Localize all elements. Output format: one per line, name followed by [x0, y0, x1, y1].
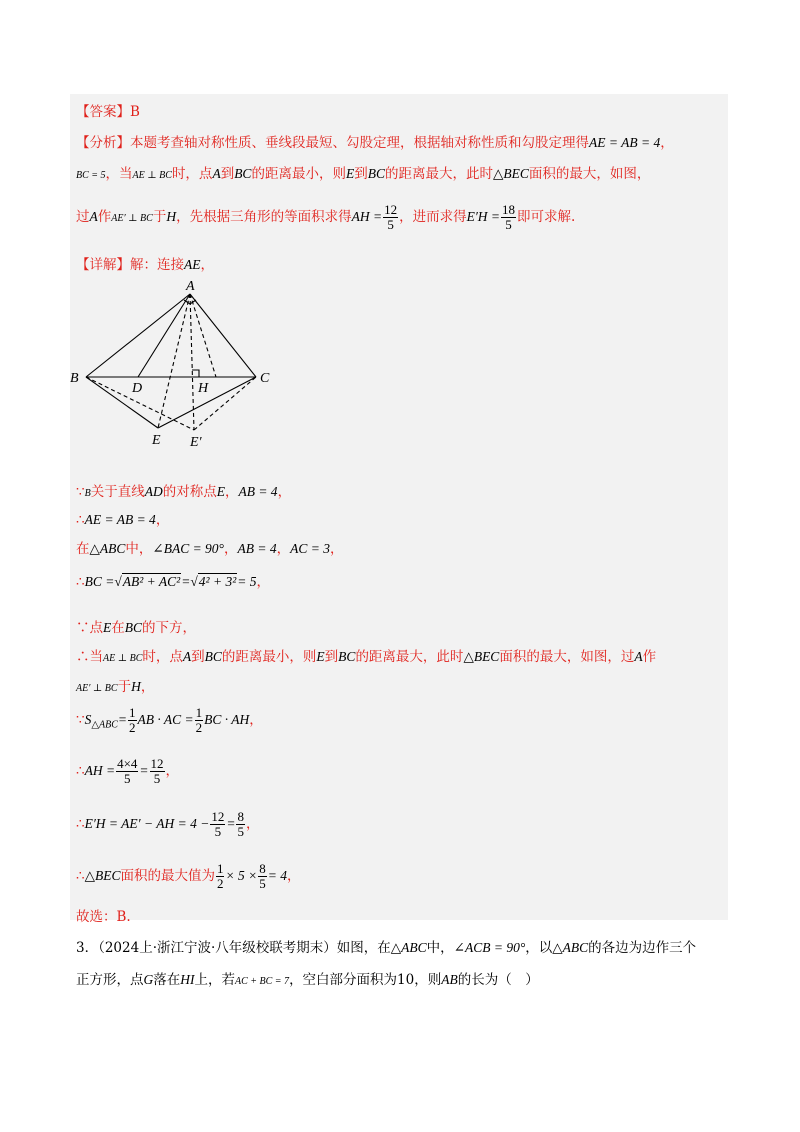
analysis-line-3: [76, 203, 575, 232]
text: ，: [155, 512, 170, 528]
text: 过: [76, 209, 90, 225]
math-expr: BC: [124, 620, 143, 635]
text: ∵: [76, 484, 85, 500]
text: 的下方，: [142, 620, 197, 636]
math-expr: × 5 ×: [225, 868, 258, 883]
text: ，: [200, 257, 214, 273]
denominator: 5: [505, 217, 512, 232]
math-expr: AB = 4: [237, 541, 277, 556]
analysis-line-1: 【分析】本题考查轴对称性质、垂线段最短、勾股定理，根据轴对称性质和勾股定理得AE = AB = 4，: [76, 135, 674, 151]
math-expr: BC =: [84, 574, 115, 589]
step-8: [76, 706, 263, 735]
text: 落在: [153, 972, 181, 988]
question-3-line-1: [76, 936, 696, 956]
text: ∴: [76, 868, 85, 884]
text: ∴: [76, 574, 85, 590]
numerator: 12: [211, 809, 225, 824]
text: 的距离最小，则: [221, 649, 317, 665]
step-4: ∴BC =√AB² + AC²=√4² + 3²= 5，: [76, 574, 270, 590]
math-expr: △ABC: [89, 541, 126, 556]
math-expr: A: [89, 209, 98, 224]
text: 3．（2024上·浙江宁波·八年级校联考期末）如图，在: [76, 940, 391, 956]
math-expr: =: [226, 816, 236, 831]
fraction: [216, 862, 225, 891]
step-10: [76, 810, 259, 839]
math-expr: H: [166, 209, 177, 224]
text: ∴当: [76, 649, 103, 665]
text: 即可求解.: [517, 209, 576, 225]
math-expr: E′H = AE′ − AH = 4 −: [84, 816, 210, 831]
text: 面积的最大值为: [120, 868, 215, 884]
text: ，先根据三角形的等面积求得: [176, 209, 352, 225]
step-5: [76, 616, 196, 636]
fraction: [501, 203, 516, 232]
math-expr: A: [212, 166, 221, 181]
math-expr: B: [84, 488, 91, 499]
text: 到: [191, 649, 205, 665]
math-expr: = 4: [267, 868, 287, 883]
text: 于: [117, 679, 132, 695]
text: 中，: [125, 541, 153, 557]
fraction: [116, 757, 138, 786]
math-expr: AB = 4: [238, 484, 278, 499]
label-a: A: [186, 279, 195, 294]
numerator: 1: [216, 861, 224, 876]
label-b: B: [70, 371, 79, 386]
math-expr: AE = AB = 4: [589, 135, 661, 150]
math-expr: AB² + AC²: [122, 574, 181, 589]
math-expr: AC + BC = 7: [235, 976, 290, 987]
math-expr: AE ⊥ BC: [103, 653, 143, 664]
text: 中，: [426, 940, 454, 956]
math-expr: E: [316, 649, 325, 664]
math-expr: ∠ACB = 90°: [453, 940, 526, 955]
math-expr: S: [84, 712, 92, 727]
detail-tag: 【详解】: [76, 257, 130, 273]
text: 于: [152, 209, 167, 225]
math-expr: △ABC: [552, 940, 589, 955]
numerator: 1: [195, 705, 203, 720]
text: 时，点: [142, 649, 183, 665]
text: 关于直线: [90, 484, 145, 500]
step-3: [76, 537, 343, 557]
answer-value: B: [130, 104, 140, 120]
segment-ae-prime: [190, 294, 194, 430]
text: 面积的最大，如图，: [528, 166, 651, 182]
step-7: [76, 675, 154, 695]
numerator: 12: [150, 756, 164, 771]
numerator: 4×4: [117, 756, 138, 771]
math-expr: H: [131, 679, 141, 694]
fraction: [195, 706, 204, 735]
denominator: 5: [387, 217, 394, 232]
text: ∴: [76, 763, 85, 779]
answer-line: [76, 100, 140, 120]
fraction: [128, 706, 137, 735]
math-expr: AB: [441, 972, 458, 987]
text: 的距离最大，此时: [384, 166, 493, 182]
segment-ae: [158, 294, 190, 428]
text: 的各边为边作三个: [588, 940, 697, 956]
math-expr: AE′ ⊥ BC: [111, 213, 153, 224]
text: 到: [220, 166, 235, 182]
math-expr: =: [181, 574, 191, 589]
label-h: H: [198, 381, 209, 396]
text: ，以: [525, 940, 553, 956]
math-expr: AE: [184, 257, 201, 272]
text: ∵点: [76, 620, 103, 636]
math-expr: BC · AH: [204, 712, 250, 727]
text: ∵: [76, 712, 85, 728]
math-expr: A: [634, 649, 643, 664]
math-expr: BC: [338, 649, 356, 664]
detail-line: [76, 253, 214, 273]
text: 作: [642, 649, 657, 665]
denominator: 5: [214, 824, 222, 839]
text: ，: [223, 541, 238, 557]
numerator: 8: [259, 861, 266, 876]
text: ，: [256, 574, 270, 590]
text: 到: [354, 166, 368, 182]
math-expr: AH =: [84, 763, 116, 778]
math-expr: AE′ ⊥ BC: [76, 683, 118, 694]
answer-tag: 【答案】: [76, 104, 130, 120]
math-sub: △ABC: [91, 719, 118, 731]
text: 上，若: [194, 972, 235, 988]
segment-a-helper: [190, 294, 216, 377]
text: 的对称点: [162, 484, 217, 500]
text: 的距离最小，则: [251, 166, 346, 182]
text: 的长为（ ）: [457, 972, 539, 988]
analysis-tag: 【分析】: [76, 135, 130, 151]
text: 在: [111, 620, 125, 636]
text: ，: [140, 679, 155, 695]
text: 的距离最大，此时: [355, 649, 464, 665]
math-expr: E: [103, 620, 112, 635]
text: ，: [224, 484, 239, 500]
label-e: E: [152, 433, 161, 448]
numerator: 1: [129, 705, 136, 720]
fraction: [258, 862, 267, 891]
text: 面积的最大，如图，过: [499, 649, 635, 665]
math-expr: = 5: [237, 574, 257, 589]
step-1: [76, 480, 291, 500]
math-expr: △BEC: [84, 868, 121, 883]
math-expr: AC = 3: [290, 541, 330, 556]
text: ，当: [105, 166, 133, 182]
math-expr: G: [143, 972, 154, 987]
step-6: [76, 645, 656, 665]
right-angle-mark-h: [192, 370, 199, 377]
text: ，: [276, 541, 291, 557]
step-9: [76, 757, 179, 786]
numerator: 12: [384, 202, 398, 217]
step-11: [76, 862, 300, 891]
math-expr: △BEC: [463, 649, 500, 664]
math-expr: △ABC: [390, 940, 427, 955]
step-12: 故选：B.: [76, 909, 131, 925]
segment-ad: [138, 294, 190, 377]
denominator: 5: [237, 824, 244, 839]
geometry-figure: [66, 278, 286, 450]
text: ，: [245, 816, 260, 832]
math-expr: E′H =: [466, 209, 501, 224]
label-c: C: [260, 371, 270, 386]
math-expr: △BEC: [492, 166, 529, 181]
text: 正方形，点: [76, 972, 144, 988]
text: ，: [277, 484, 292, 500]
math-expr: A: [182, 649, 192, 664]
math-expr: E: [345, 166, 355, 181]
math-expr: E: [216, 484, 225, 499]
segment-be: [86, 377, 158, 428]
math-expr: BC = 5: [76, 170, 106, 181]
math-expr: AE ⊥ BC: [132, 170, 172, 181]
math-expr: ∠BAC = 90°: [152, 541, 224, 556]
step-2: [76, 508, 169, 528]
math-expr: BC: [367, 166, 385, 181]
math-expr: HI: [180, 972, 195, 987]
label-d: D: [132, 381, 143, 396]
denominator: 2: [216, 876, 224, 891]
question-3-line-2: [76, 968, 539, 988]
text: ，进而求得: [399, 209, 467, 225]
fraction: [236, 810, 245, 839]
text: 作: [97, 209, 112, 225]
text: ∴: [76, 512, 85, 528]
denominator: 2: [195, 720, 203, 735]
text: ，: [329, 541, 344, 557]
math-expr: =: [117, 712, 128, 727]
math-expr: =: [139, 763, 149, 778]
text: ，: [249, 712, 263, 728]
math-expr: BC: [204, 649, 222, 664]
text: 解：连接: [130, 257, 184, 273]
math-expr: 4² + 3²: [198, 574, 237, 589]
denominator: 2: [129, 720, 136, 735]
text: ，: [286, 868, 301, 884]
label-e-prime: E′: [190, 435, 202, 450]
analysis-text: 本题考查轴对称性质、垂线段最短、勾股定理，根据轴对称性质和勾股定理得: [130, 135, 589, 151]
numerator: 8: [237, 809, 244, 824]
math-expr: AH =: [351, 209, 383, 224]
denominator: 5: [153, 771, 161, 786]
fraction: [383, 203, 398, 232]
math-expr: BC: [234, 166, 252, 181]
text: ，空白部分面积为10，则: [289, 972, 442, 988]
math-expr: AE = AB = 4: [84, 512, 156, 527]
denominator: 5: [259, 876, 266, 891]
text: ，: [165, 763, 180, 779]
fraction: [210, 810, 225, 839]
text: 时，点: [171, 166, 213, 182]
math-expr: AD: [144, 484, 163, 499]
fraction: [150, 757, 165, 786]
segment-ba: [86, 294, 190, 377]
segment-ac: [190, 294, 256, 377]
text: 到: [324, 649, 339, 665]
analysis-line-2: [76, 162, 650, 182]
numerator: 18: [502, 202, 516, 217]
text: ∴: [76, 816, 85, 832]
text: 在: [76, 541, 90, 557]
denominator: 5: [124, 771, 131, 786]
math-expr: AB · AC =: [137, 712, 194, 727]
